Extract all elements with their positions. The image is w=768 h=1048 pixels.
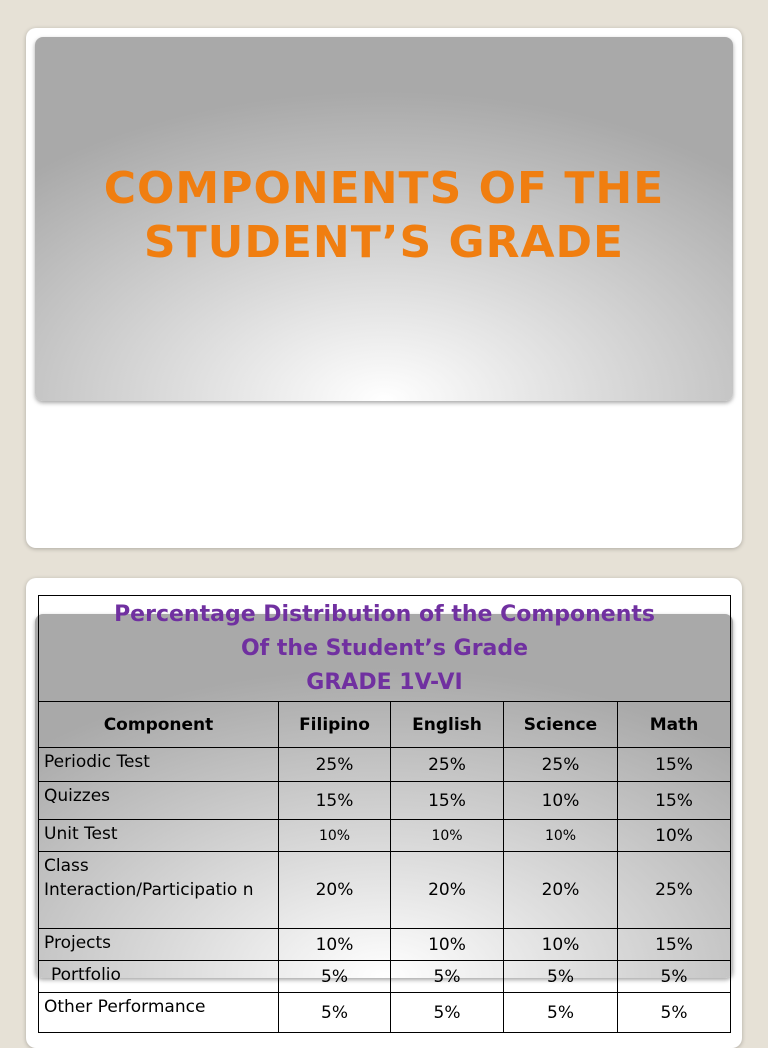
header-math: Math: [618, 702, 731, 748]
cell-value: 25%: [279, 748, 391, 782]
row-component-name: Portfolio: [39, 961, 279, 993]
table-row: [39, 929, 731, 961]
cell-value: 15%: [279, 782, 391, 820]
cell-value: 5%: [279, 961, 391, 993]
cell-value: 15%: [391, 782, 504, 820]
cell-value: 10%: [504, 782, 618, 820]
cell-value: 10%: [618, 820, 731, 852]
table-caption-line-2: Of the Student’s Grade: [240, 635, 529, 661]
table-caption-line-1: Percentage Distribution of the Components: [114, 601, 655, 627]
table-caption: [39, 596, 731, 702]
cell-value: 20%: [504, 852, 618, 929]
cell-value: 5%: [504, 961, 618, 993]
row-component-name: Periodic Test: [39, 748, 279, 782]
header-science: Science: [504, 702, 618, 748]
row-component-name: Other Performance: [39, 993, 279, 1033]
cell-value: 5%: [391, 993, 504, 1033]
cell-value: 10%: [391, 929, 504, 961]
cell-value: 20%: [279, 852, 391, 929]
cell-value: 5%: [391, 961, 504, 993]
row-component-name: Class Interaction/Participatio n: [39, 852, 279, 929]
header-component: Component: [39, 702, 279, 748]
row-component-name: Projects: [39, 929, 279, 961]
grade-components-table-wrapper: [38, 595, 730, 1033]
table-caption-line-3: GRADE 1V-VI: [306, 669, 463, 695]
cell-value: 25%: [391, 748, 504, 782]
cell-value: 15%: [618, 929, 731, 961]
cell-value: 10%: [504, 820, 618, 852]
table-row: [39, 782, 731, 820]
grade-components-table: [38, 595, 731, 1033]
table-row: [39, 993, 731, 1033]
slide-title-line-1: COMPONENTS OF THE: [103, 163, 665, 214]
cell-value: 15%: [618, 782, 731, 820]
table-row: [39, 820, 731, 852]
cell-value: 20%: [391, 852, 504, 929]
table-row: [39, 852, 731, 929]
table-row: [39, 748, 731, 782]
cell-value: 25%: [504, 748, 618, 782]
row-component-name: Unit Test: [39, 820, 279, 852]
cell-value: 10%: [279, 820, 391, 852]
slide-1: [26, 28, 742, 548]
header-filipino: Filipino: [279, 702, 391, 748]
cell-value: 5%: [618, 993, 731, 1033]
cell-value: 5%: [504, 993, 618, 1033]
title-panel: [35, 37, 733, 401]
header-english: English: [391, 702, 504, 748]
slide-title-line-2: STUDENT’S GRADE: [143, 217, 625, 268]
cell-value: 15%: [618, 748, 731, 782]
table-header-row: [39, 702, 731, 748]
cell-value: 5%: [279, 993, 391, 1033]
table-row: [39, 961, 731, 993]
cell-value: 10%: [504, 929, 618, 961]
cell-value: 10%: [279, 929, 391, 961]
slide-title: [64, 162, 704, 270]
cell-value: 5%: [618, 961, 731, 993]
row-component-name: Quizzes: [39, 782, 279, 820]
cell-value: 10%: [391, 820, 504, 852]
cell-value: 25%: [618, 852, 731, 929]
